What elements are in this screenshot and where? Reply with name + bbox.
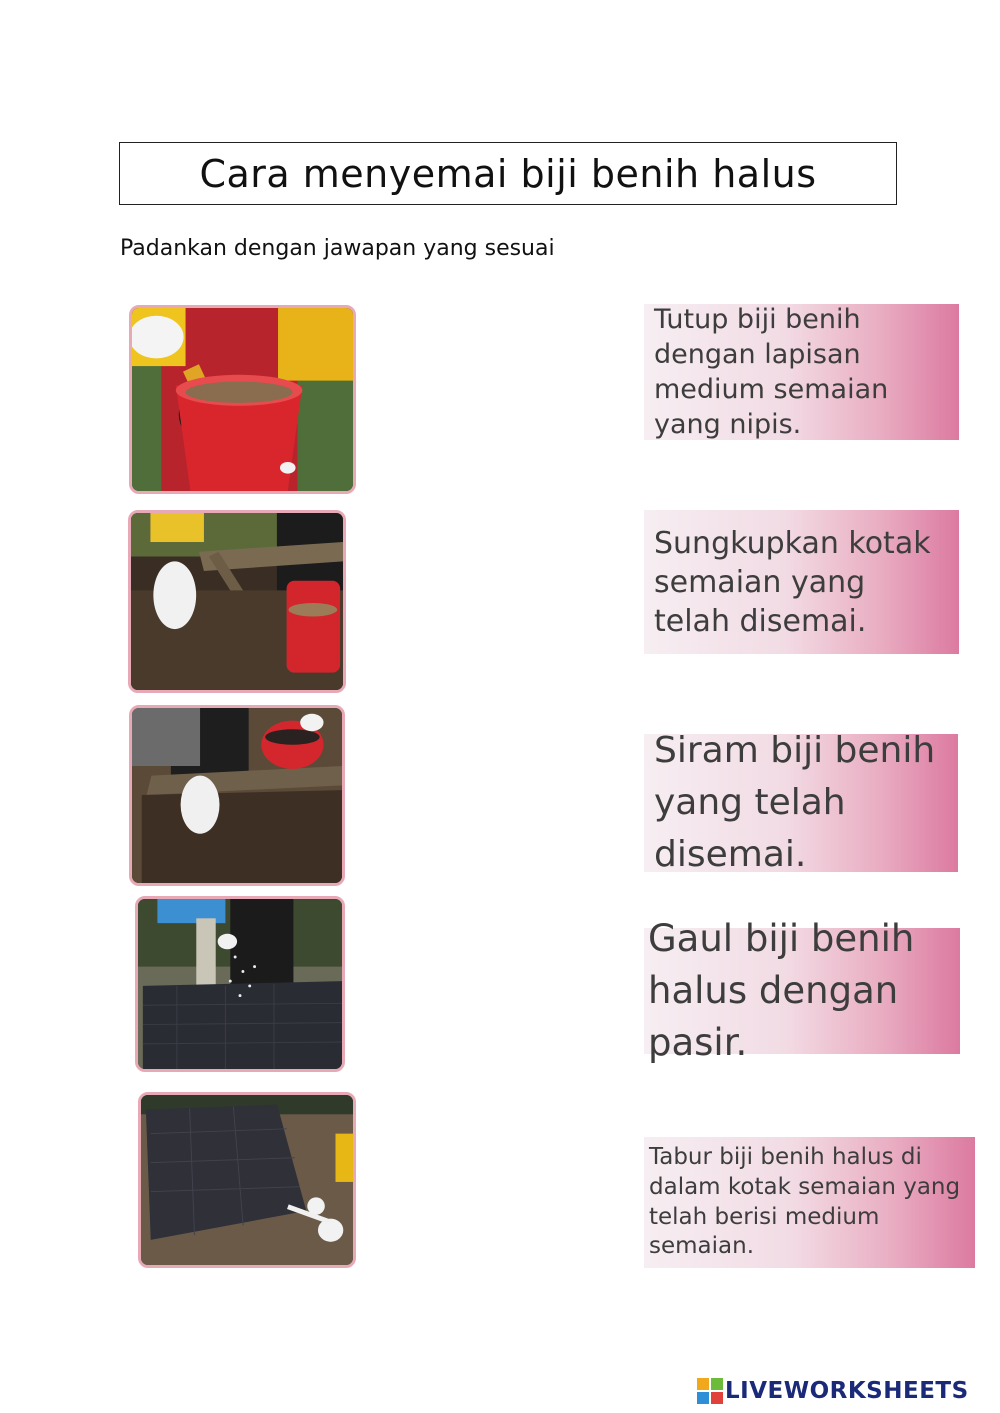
brand-logo (697, 1378, 969, 1404)
brand-text: LIVEWORKSHEETS (725, 1378, 969, 1404)
answer-card-2[interactable] (644, 510, 959, 654)
title-text: Cara menyemai biji benih halus (199, 151, 817, 196)
answer-text-1: Tutup biji benih dengan lapisan medium semaian yang nipis. (654, 303, 889, 441)
instruction-text: Padankan dengan jawapan yang sesuai (120, 236, 555, 261)
answer-card-5[interactable] (644, 1137, 975, 1268)
photo-watering (135, 896, 345, 1072)
answer-text-5: Tabur biji benih halus di dalam kotak semaian yang telah berisi medium semaian. (649, 1143, 961, 1260)
answer-text-4: Gaul biji benih halus dengan pasir. (648, 917, 915, 1064)
answer-card-3[interactable] (644, 729, 958, 876)
photo-sowing-seeds (128, 510, 346, 693)
answer-text-3: Siram biji benih yang telah disemai. (654, 729, 936, 876)
photo-mixing-seeds (129, 305, 356, 494)
answer-card-4[interactable] (644, 917, 960, 1064)
worksheet-title (119, 142, 897, 205)
photo-covering-seeds (129, 705, 345, 886)
liveworksheets-logo-icon (697, 1378, 723, 1404)
photo-covering-box (138, 1092, 356, 1268)
answer-text-2: Sungkupkan kotak semaian yang telah disemai. (654, 525, 931, 639)
answer-card-1[interactable] (644, 304, 959, 440)
